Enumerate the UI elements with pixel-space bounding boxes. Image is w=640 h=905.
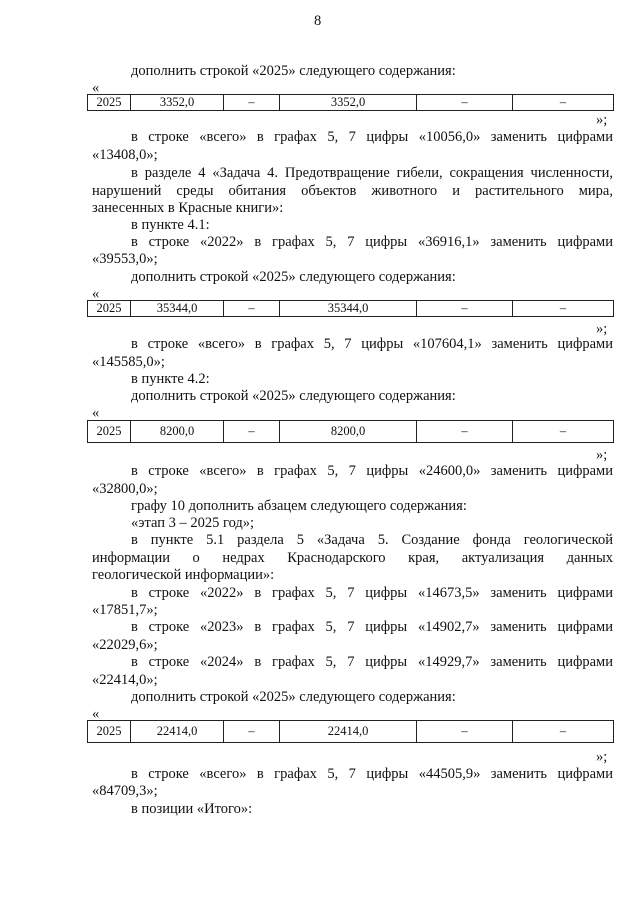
paragraph-line: «17851,7»; <box>92 602 158 618</box>
table-row <box>88 421 614 443</box>
table-cell: – <box>224 721 280 743</box>
paragraph-line: в строке «2023» в графах 5, 7 цифры «14902,7» заменить цифрами <box>131 619 613 635</box>
table-cell: – <box>513 301 614 317</box>
table-cell: – <box>224 95 280 111</box>
paragraph-line: в строке «всего» в графах 5, 7 цифры «10056,0» заменить цифрами <box>131 129 613 145</box>
table-row <box>88 95 614 111</box>
table-cell: 8200,0 <box>131 421 224 443</box>
paragraph-line: в разделе 4 «Задача 4. Предотвращение гибели, сокращения численности, <box>131 165 613 181</box>
table-cell: – <box>417 301 513 317</box>
paragraph-line: в строке «всего» в графах 5, 7 цифры «44505,9» заменить цифрами <box>131 766 613 782</box>
table-cell: – <box>224 301 280 317</box>
page-number: 8 <box>314 13 322 29</box>
inserted-row-table <box>87 94 614 111</box>
paragraph-line: в пункте 4.2: <box>131 371 210 387</box>
paragraph-line: «этап 3 – 2025 год»; <box>131 515 255 531</box>
paragraph-line: в строке «2024» в графах 5, 7 цифры «14929,7» заменить цифрами <box>131 654 613 670</box>
table-cell: 35344,0 <box>131 301 224 317</box>
table-cell: – <box>224 421 280 443</box>
open-quote: « <box>92 80 100 96</box>
paragraph-line: «22414,0»; <box>92 672 158 688</box>
paragraph-line: дополнить строкой «2025» следующего содержания: <box>131 388 456 404</box>
paragraph-line: «22029,6»; <box>92 637 158 653</box>
paragraph-line: геологической информации»: <box>92 567 275 583</box>
paragraph-line: «84709,3»; <box>92 783 158 799</box>
paragraph-line: дополнить строкой «2025» следующего содержания: <box>131 689 456 705</box>
paragraph-line: в строке «2022» в графах 5, 7 цифры «36916,1» заменить цифрами <box>131 234 613 250</box>
inserted-row-table <box>87 420 614 443</box>
close-quote: »; <box>596 749 608 765</box>
close-quote: »; <box>596 447 608 463</box>
table-cell: 3352,0 <box>131 95 224 111</box>
paragraph-line: «145585,0»; <box>92 354 165 370</box>
paragraph-line: в пункте 4.1: <box>131 217 210 233</box>
table-row <box>88 721 614 743</box>
table-cell: 8200,0 <box>280 421 417 443</box>
open-quote: « <box>92 405 100 421</box>
paragraph-line: в строке «2022» в графах 5, 7 цифры «14673,5» заменить цифрами <box>131 585 613 601</box>
table-cell: 22414,0 <box>280 721 417 743</box>
paragraph-line: «13408,0»; <box>92 147 158 163</box>
table-cell: – <box>513 95 614 111</box>
inserted-row-table <box>87 720 614 743</box>
table-cell: 2025 <box>88 95 131 111</box>
open-quote: « <box>92 706 100 722</box>
table-cell: 35344,0 <box>280 301 417 317</box>
paragraph-line: в позиции «Итого»: <box>131 801 253 817</box>
close-quote: »; <box>596 112 608 128</box>
table-cell: – <box>513 721 614 743</box>
table-cell: – <box>417 95 513 111</box>
close-quote: »; <box>596 321 608 337</box>
paragraph-line: занесенных в Красные книги»: <box>92 200 284 216</box>
table-cell: 22414,0 <box>131 721 224 743</box>
paragraph-line: «39553,0»; <box>92 251 158 267</box>
table-cell: – <box>417 721 513 743</box>
paragraph-line: в строке «всего» в графах 5, 7 цифры «24600,0» заменить цифрами <box>131 463 613 479</box>
paragraph-line: графу 10 дополнить абзацем следующего содержания: <box>131 498 467 514</box>
table-cell: 3352,0 <box>280 95 417 111</box>
paragraph-line: нарушений среды обитания объектов животного и растительного мира, <box>92 183 613 199</box>
table-cell: 2025 <box>88 301 131 317</box>
table-cell: 2025 <box>88 721 131 743</box>
table-cell: – <box>513 421 614 443</box>
paragraph-line: «32800,0»; <box>92 481 158 497</box>
inserted-row-table <box>87 300 614 317</box>
table-cell: – <box>417 421 513 443</box>
paragraph-line: информации о недрах Краснодарского края, актуализация данных <box>92 550 613 566</box>
table-row <box>88 301 614 317</box>
open-quote: « <box>92 286 100 302</box>
paragraph-line: дополнить строкой «2025» следующего содержания: <box>131 63 456 79</box>
paragraph-line: дополнить строкой «2025» следующего содержания: <box>131 269 456 285</box>
table-cell: 2025 <box>88 421 131 443</box>
paragraph-line: в пункте 5.1 раздела 5 «Задача 5. Создание фонда геологической <box>131 532 613 548</box>
paragraph-line: в строке «всего» в графах 5, 7 цифры «107604,1» заменить цифрами <box>131 336 613 352</box>
